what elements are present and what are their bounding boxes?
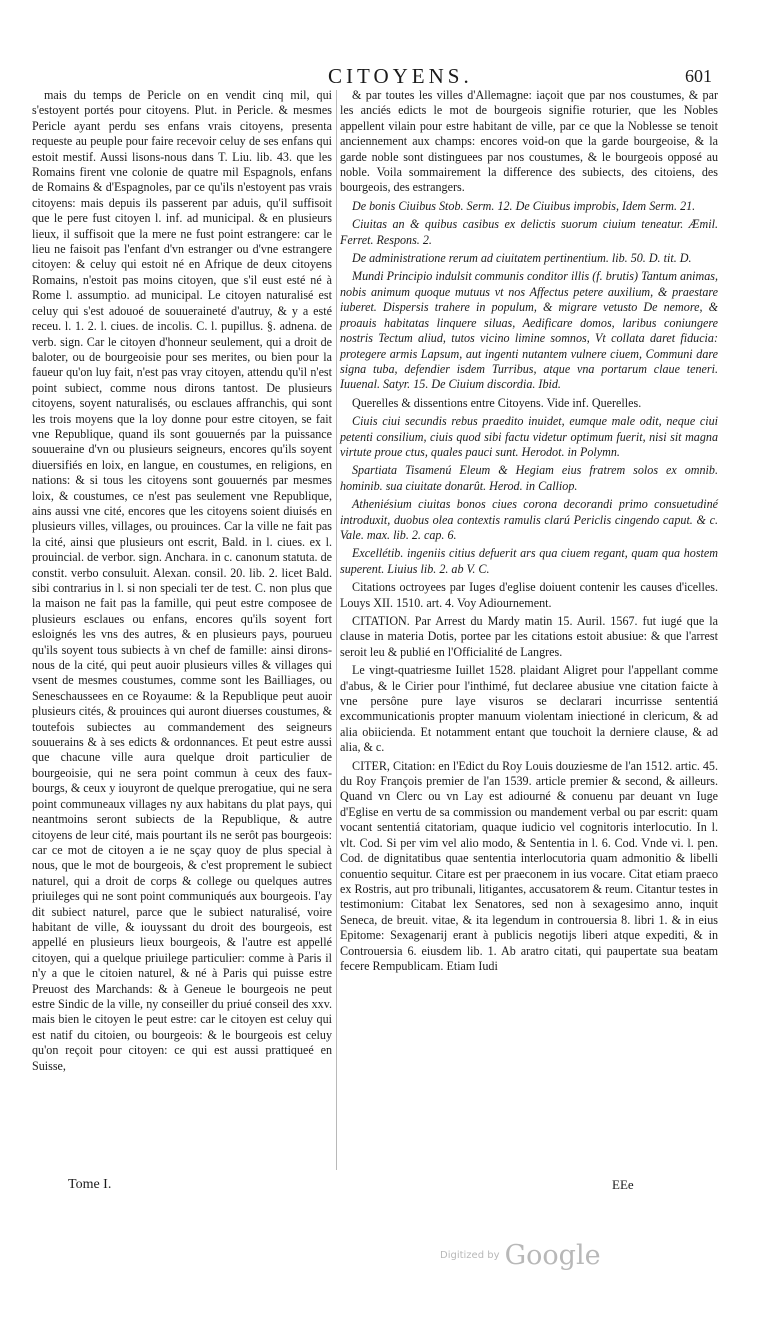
google-logo: Google: [504, 1240, 601, 1271]
left-text-column: [32, 88, 332, 1077]
watermark-prefix: Digitized by: [440, 1250, 500, 1261]
text-paragraph: mais du temps de Pericle on en vendit cinq mil, qui s'estoyent portés pour citoyens. Plut. in Pericle. & mesmes Pericle ayant perdu ses enfans vrais citoyens, presenta requeste au peuple pour faire recevoir celuy de ses enfans qui estoit mestif. Aussi lisons-nous dans T. Liu. lib. 43. que les Romains firent vne colonie de quatre mil Espagnols, enfans de Romains & d'Espagnoles, par ce qu'ils n'estoyent pas vrais citoyens: mais depuis ils passerent par aduis, qu'il suffisoit que le pere fust citoyen l. inf. ad municipal. & en plusieurs lieux, il suffisoit que la mere ne fust point estrangere: car le lieu ne faisoit pas l'enfant d'vn estranger ou d'vne estrangere citoyen: & celuy qui estoit né en Afrique de deux citoyens Romains, n'estoit pas moins citoyen, que s'il eust esté né à Rome l. assumptio. ad municipal. Le citoyen naturalisé est celuy qui s'est adouoé de souueraineté d'autruy, & y a esté receu. l. 1. 2. l. ciues. de incolis. C. l. pupillus. §. adnena. de verb. sign. Car le citoyen d'honneur seulement, qui a droit de baloter, ou de bourgeoisie pour ses merites, ou bien pour la faueur qu'on luy fait, n'est pas vray citoyen, attendu qu'il n'est point subiect, comme nous dirons tantost. De plusieurs citoyens, soyent naturalisés, ou esclaues affranchis, qui sont les trois moyens que la loy donne pour estre citoyen, se fait vne Republique, quand ils sont gouuernés par la puissance souueraine d'vn ou plusieurs seigneurs, encores qu'ils soyent diuersifiés en loix, en langue, en coustumes, en religions, en nations: & si tous les citoyens sont gouuernés par mesmes loix, & coustumes, ce n'est pas seulement vne Republique, ains aussi vne cité, encores que les citoyens soient diuisés en plusieurs villes, villages, ou prouinces. Car la ville ne fait pas la cité, ainsi que plusieurs ont escrit, Bald. in l. ciues. ex l. prouincial. de verbor. sign. Anchara. in c. canonum statuta. de constit. verbo consuluit. Alexan. consil. 20. lib. 2. licet Bald. sibi contrarius in l. si non speciali ter de test. C. non plus que la maison ne fait pas la famille, qui peut estre composee de plusieurs esclaues ou enfans, encores qu'ils soyent fort esloignés les vns des autres, & en plusieurs pays, pourueu qu'ils soyent tous subiects à vn chef de famille: ainsi dirons-nous de la cité, qui peut auoir plusieurs villes & villages qui vsent de mesmes coustumes, comme sont les Bailliages, ou Seneschaussees en ce Royaume: & la Republique peut auoir plusieurs cités, & prouinces qui auront diuerses coustumes, & toutefois subiectes au commandement des seigneurs souuerains & à ses edicts & ordonnances. Et peut estre aussi que chacune ville aura quelque droit particulier de bourgeoisie, qui ne sera point commun à ceux des faux-bourgs, & ceux y iouyront de quelque prerogatiue, qui ne sera point communeaux villages ny aux habitans du plat pays, qui neantmoins seront subiects de la Republique, & autre citoyens de leur cité, mais pourtant ils ne serôt pas bourgeois: car ce mot de citoyen a ie ne sçay quoy de plus special à nous, que le mot de bourgeois, & c'est proprement le subiect naturel, qui a droit de corps & college ou quelques autres priuileges qui ne sont point communiqués aux bourgeois. I'ay dit subiect naturel, parce que le subiect naturalisé, voire habitant de ville, & iouyssant du droit des bourgeois, est appellé en plusieurs lieux bourgeois, & l'autre est appellé citoyen, qui a quelque priuilege particulier: comme à Paris il n'y a que le citoien naturel, & né à Paris qui puisse estre Preuost des Marchands: & à Geneue le bourgeois ne peut estre Sindic de la ville, ny conseiller du priué conseil des xxv. mais bien le citoyen le peut estre: car le citoyen est celuy qui est natif du citoien, ou bourgeois: & le bourgeois est celuy qu'on reçoit pour citoyen: ce qui est aussi prattiqueé en Suisse,: [32, 88, 332, 1073]
page-number: 601: [685, 66, 712, 86]
text-paragraph: & par toutes les villes d'Allemagne: iaçoit que par nos coustumes, & par les anciés edicts le mot de bourgeois signifie roturier, que les Nobles appellent vilain pour estre habitant de ville, par ce que la Noblesse se tenoit anciennement aux champs: encores void-on que la garde bourgeoise, & la garde noble sont distinguees par nos coustumes, & le bourgeois opposé au noble. Voila sommairement la difference des subiects, des citoiens, des bourgeois, des estrangers.: [340, 88, 718, 195]
italic-citation-paragraph: Ciuitas an & quibus casibus ex delictis suorum ciuium teneatur. Æmil. Ferret. Respons. 2.: [340, 217, 718, 247]
text-paragraph: CITER, Citation: en l'Edict du Roy Louis douziesme de l'an 1512. artic. 45. du Roy François premier de l'an 1539. article premier & second, & ailleurs. Quand vn Clerc ou vn Lay est adiourné & conuenu par deuant vn Iuge d'Eglise en vertu de sa commission ou mandement verbal ou par escrit: quam vocant sententiá citatoriam, quaque iudicio vel cognitoris interlocutio. In l. vlt. Cod. Si per vim vel alio modo, & Sententia in l. 6. Cod. Vnde vi. l. pen. Cod. de dignitatibus quae sententia interlocutoria quam admonitio & libelli conuentio sequitur. Citare est per praeconem in ius vocare. Citat etiam praeco ex Rostris, aut pro tribunali, litigantes, accusatorem & reum. Citantur testes in testimonium: Citabat lex Senatores, sed non à sexagesimo anno, inquit Seneca, de breuit. vitae, & ita legendum in controuersia 8. libri 1. & in eius Epitome: Sexagenarij erant à publicis negotijs liberi atque expediti, & in Controuersia 6. eiusdem lib. 1. Ab aratro citati, qui paupertate sua beatam fecere Rempublicam. Etiam Iudi: [340, 758, 718, 973]
text-paragraph: Le vingt-quatriesme Iuillet 1528. plaidant Aligret pour l'appellant comme d'abus, & le Cirier pour l'inthimé, fut declaree abusiue vne citation faicte à vne persône pure laye visuros se declarari incurrisse sententiá excommunicationis propter manuum violentam iniectioné in clericum, & ad alia obiicienda. Et notamment entant que touchoit la derniere clause, & ad alia, & c.: [340, 663, 718, 755]
italic-citation-paragraph: Spartiata Tisamenú Eleum & Hegiam eius fratrem solos ex omnib. hominib. sua ciuitate donarût. Herod. in Calliop.: [340, 463, 718, 493]
signature-mark: EEe: [612, 1177, 634, 1192]
italic-citation-paragraph: Mundi Principio indulsit communis conditor illis (f. brutis) Tantum animas, nobis animum quoque mutuus vt nos Affectus petere auxilium, & praestare iuberet. Dispersis trahere in populum, & migrare vetusto De nemore, & proauis habitatas linquere siluas, Aedificare domos, laribus coniungere nostris Tectum aliud, tutos vicino limine somnos, Vt collata daret fiducia: protegere armis Lapsum, aut ingenti nutantem vulnere ciuem, Communi dare signa tuba, defendier isdem Turribus, atque vna portarum claue teneri. Iuuenal. Satyr. 15. De Ciuium discordia. Ibid.: [340, 269, 718, 392]
column-divider: [336, 90, 337, 1170]
volume-label: Tome I.: [68, 1177, 112, 1192]
running-head: [28, 64, 718, 86]
text-paragraph: CITATION. Par Arrest du Mardy matin 15. Auril. 1567. fut iugé que la clause in materia Dotis, portee par les citations estoit abusiue: & que l'arrest seroit leu & publié en l'Officialité de Langres.: [340, 614, 718, 659]
page-title: CITOYENS.: [328, 64, 473, 88]
text-paragraph: Citations octroyees par Iuges d'eglise doiuent contenir les causes d'icelles. Louys XII. 1510. art. 4. Voy Adiournement.: [340, 580, 718, 610]
italic-citation-paragraph: Excellétib. ingeniis citius defuerit ars qua ciuem regant, quam qua hostem superent. Liuius lib. 2. ab V. C.: [340, 546, 718, 576]
digitized-by-google-watermark: [440, 1240, 601, 1271]
italic-citation-paragraph: Ciuis ciui secundis rebus praedito inuidet, eumque male odit, neque ciui petenti consilium, ciuis quod sibi factu videtur optimum fuerit, nisi sit magna virtute proue ctus, quales pauci sunt. Herodot. in Polymn.: [340, 414, 718, 459]
italic-citation-paragraph: De bonis Ciuibus Stob. Serm. 12. De Ciuibus improbis, Idem Serm. 21.: [352, 198, 696, 213]
italic-citation-paragraph: De administratione rerum ad ciuitatem pertinentium. lib. 50. D. tit. D.: [352, 251, 692, 266]
right-text-column: [340, 88, 718, 977]
italic-citation-paragraph: Atheniésium ciuitas bonos ciues corona decorandi primo consuetudiné introduxit, duobus olea contextis ramulis clarú Periclis cingendo caput. & c. Vale. max. lib. 2. cap. 6.: [340, 497, 718, 542]
text-paragraph: Querelles & dissentions entre Citoyens. Vide inf. Querelles.: [352, 395, 642, 410]
